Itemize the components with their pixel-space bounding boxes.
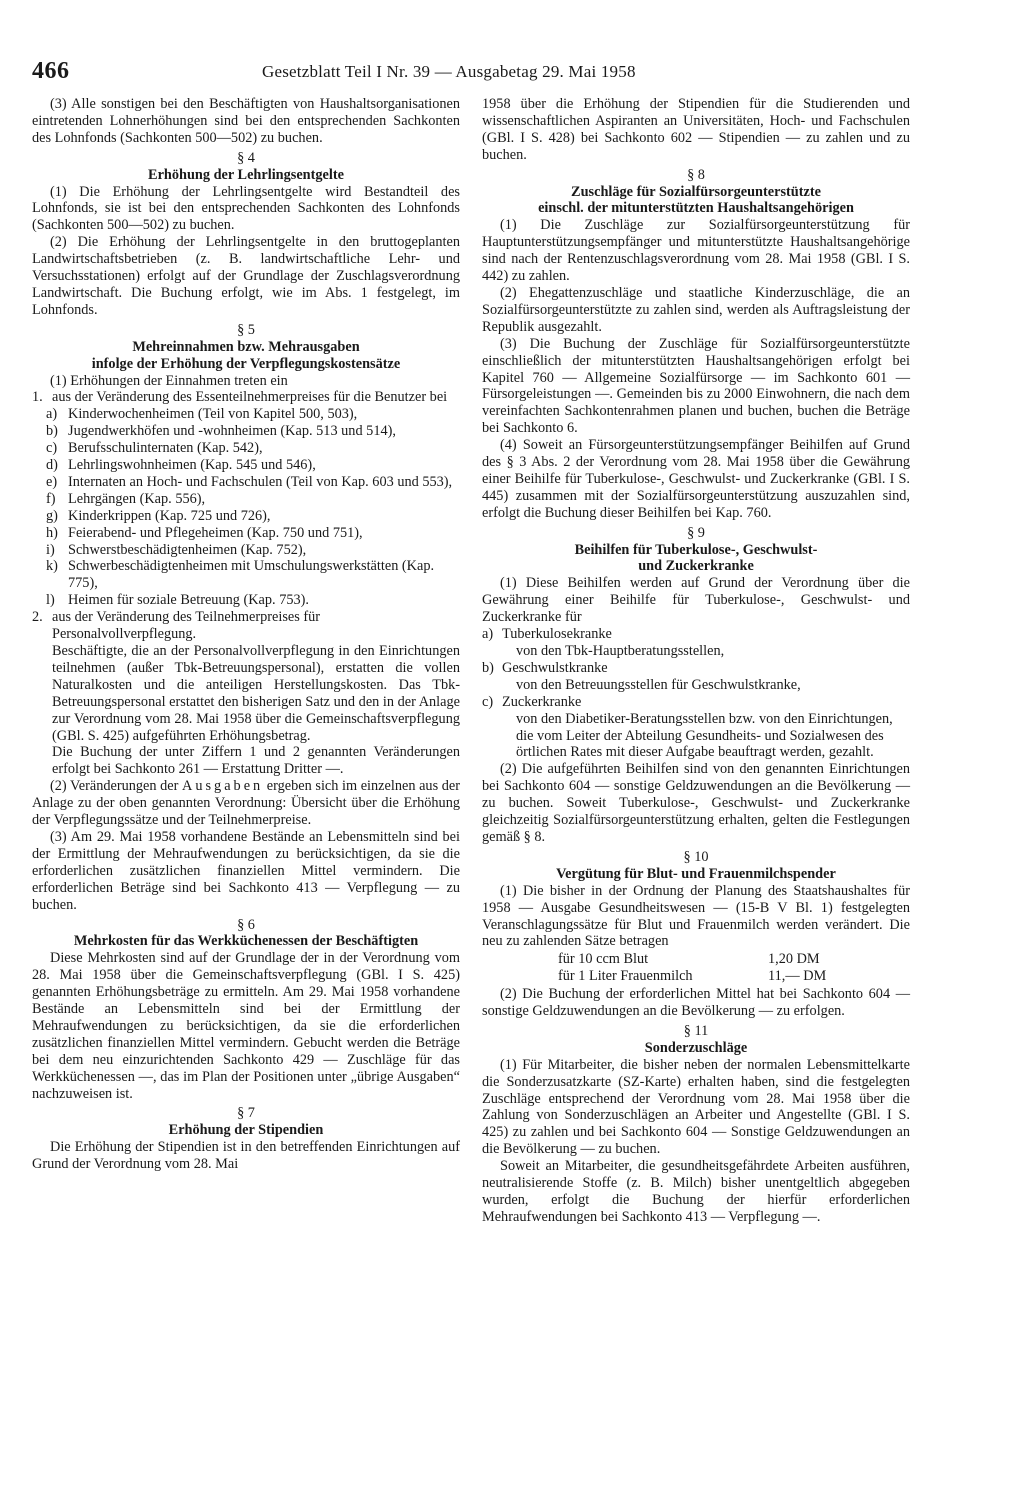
item-text: Kinderwochenheimen (Teil von Kapitel 500, 503), [68,406,358,423]
item-label: g) [46,507,58,524]
rate-label: für 1 Liter Frauenmilch [558,968,693,985]
item-label: a) [482,626,494,643]
list-item [482,694,910,711]
item-text: Lehrlingswohnheimen (Kap. 545 und 546), [68,457,316,474]
item-text: Tuberkulosekranke [502,626,612,643]
item-label: l) [46,592,55,609]
header-title: Gesetzblatt Teil I Nr. 39 — Ausgabetag 29. Mai 1958 [262,62,636,81]
item-label: c) [46,440,58,457]
paragraph: (3) Am 29. Mai 1958 vorhandene Bestände an Lebensmitteln sind bei der Ermittlung der Mehraufwendungen zu berücksichtigen, da sie die erforderlichen zusätzlichen finanziellen Mittel vermindern. Die erforderlichen Beträge sind bei Sachkonto 413 — Verpflegung — zu buchen. [32,828,460,913]
paragraph: (1) Die Erhöhung der Lehrlingsentgelte wird Bestandteil des Lohnfonds, sie ist bei den entsprechenden Sachkonten des Lohnfonds (Sachkonten 500—502) zu buchen. [32,183,460,234]
paragraph: (2) Ehegattenzuschläge und staatliche Kinderzuschläge, die an Sozialfürsorgeunterstützte zu zahlen sind, werden als Auftragsleistung der Republik ausgezahlt. [482,284,910,335]
section-number: § 10 [683,848,709,865]
left-column [32,96,460,1173]
section-number: § 7 [237,1105,255,1122]
item-label: d) [46,457,58,474]
rate-value: 11,— DM [768,968,827,985]
section-title-line2: und Zuckerkranke [638,558,754,575]
text-run: (2) Veränderungen der [50,778,183,795]
paragraph: (3) Alle sonstigen bei den Beschäftigten von Haushaltsorganisationen eintretenden Lohnerhöhungen sind bei den entsprechenden Sachkonten des Lohnfonds (Sachkonten 500—502) zu buchen. [32,96,460,146]
paragraph: (2) Die aufgeführten Beihilfen sind von den genannten Einrichtungen bei Sachkonto 604 — sonstige Geldzuwendungen an die Bevölkerung — zu buchen. Soweit Tuberkulose-, Geschwulst- und Zuckerkranke gleichzeitig Sozialfürsorgeunterstützung erhalten, gelten die Festlegungen gemäß § 8. [482,761,910,845]
item-text: Jugendwerkhöfen und -wohnheimen (Kap. 513 und 514), [68,423,396,440]
item-text: Heimen für soziale Betreuung (Kap. 753). [68,592,309,609]
sub-list-item [32,474,460,491]
right-column [482,96,910,1226]
paragraph: (4) Soweit an Fürsorgeunterstützungsempfänger Beihilfen auf Grund des § 3 Abs. 2 der Verordnung vom 28. Mai 1958 über die Gewährung einer Beihilfe für Tuberkulose-, Geschwulst- und Zuckerkranke (GBl. I S. 445) zusammen mit der Sozialfürsorgeunterstützung auszuzahlen sind, erfolgt die Buchung dieser Beihilfen bei Kap. 760. [482,437,910,521]
paragraph: (3) Die Buchung der Zuschläge für Sozialfürsorgeunterstützte einschließlich der mitunterstützten Haushaltsangehörigen erfolgt bei Kapitel 760 — Allgemeine Sozialfürsorge — im Sachkonto 601 — Fürsorgeleistungen —. Gemeinden bis zu 2000 Einwohnern, die nach dem vereinfachten Sachkontenrahmen planen und buchen, buchen die Beträge bei Sachkonto 6. [482,335,910,437]
list-item [482,660,910,677]
rate-value: 1,20 DM [768,951,820,968]
paragraph: (2) Die Buchung der erforderlichen Mittel hat bei Sachkonto 604 — sonstige Geldzuwendungen an die Bevölkerung — zu erfolgen. [482,986,910,1020]
item-text: aus der Veränderung des Teilnehmerpreises für Personalvollverpflegung. [52,609,321,643]
sub-list-item [32,558,460,592]
item-label: f) [46,490,56,507]
spaced-emphasis: Ausgaben [182,778,264,795]
rate-label: für 10 ccm Blut [558,951,649,968]
paragraph: Die Erhöhung der Stipendien ist in den betreffenden Einrichtungen auf Grund der Verordnung vom 28. Mai [32,1139,460,1173]
section-title: Erhöhung der Lehrlingsentgelte [148,166,344,183]
section-title: Mehreinnahmen bzw. Mehrausgaben [132,338,360,355]
item-label: k) [46,558,58,575]
section-number: § 8 [687,166,705,183]
item-continuation: von den Betreuungsstellen für Geschwulstkranke, [516,676,801,693]
item-label: 2. [32,609,43,626]
list-item [32,609,460,643]
item-text: Schwerstbeschädigtenheimen (Kap. 752), [68,541,307,558]
section-number: § 11 [683,1022,709,1039]
page-number: 466 [32,58,70,84]
rate-row [558,951,910,968]
sub-list-item [32,491,460,508]
item-label: i) [46,541,55,558]
list-item [482,626,910,643]
paragraph: Soweit an Mitarbeiter, die gesundheitsgefährdete Arbeiten ausführen, neutralisierende Stoffe (z. B. Milch) bisher unentgeltlich abgegeben wurden, erfolgt die Buchung der hierfür erforderlichen Mehraufwendungen bei Sachkonto 413 — Verpflegung —. [482,1158,910,1225]
item-label: b) [482,659,494,676]
sub-list-item [32,592,460,609]
sub-list-item [32,406,460,423]
section-number: § 4 [237,149,255,166]
item-label: h) [46,524,58,541]
section-title: Beihilfen für Tuberkulose-, Geschwulst- [574,541,818,558]
section-title: Sonderzuschläge [644,1039,748,1056]
item-label: b) [46,423,58,440]
paragraph: (1) Die Zuschläge zur Sozialfürsorgeunterstützung für Hauptunterstützungsempfänger und mitunterstützte Haushaltsangehörige sind nach der Rentenzuschlagsverordnung vom 28. Mai 1958 (GBl. I S. 442) zu zahlen. [482,217,910,285]
section-number: § 5 [237,321,255,338]
paragraph: (1) Erhöhungen der Einnahmen treten ein [50,372,288,389]
text-run: ergeben sich im einzelnen aus der Anlage zu der oben genannten Verordnung: Übersicht über die Erhöhung der Verpflegungssätze und der Teilnehmerpreise. [32,778,460,829]
paragraph: Diese Mehrkosten sind auf der Grundlage der in der Verordnung vom 28. Mai 1958 über die Gemeinschaftsverpflegung (GBl. I S. 425) genannten Erhöhungsbeträge zu ermitteln. Am 29. Mai 1958 vorhandene Bestände an Lebensmitteln sind bei der Ermittlung der Mehraufwendungen zu berücksichtigen, da sie die erforderlichen zusätzlichen finanziellen Mittel vermindern. Gebucht werden die Beträge bei dem neu einzurichtenden Sachkonto 429 — Zuschläge für das Werkküchenessen —, das im Plan der Positionen unter „übrige Ausgaben“ nachzuweisen ist. [32,950,460,1102]
item-label: c) [482,693,494,710]
paragraph: (1) Die bisher in der Ordnung der Planung des Staatshaushaltes für 1958 — Ausgabe Gesundheitswesen — (15-B V Bl. 1) festgelegten Veranschlagungssätze für Blut und Frauenmilch werden verändert. Die neu zu zahlenden Sätze betragen [482,882,910,950]
item-text: Geschwulstkranke [502,659,608,676]
rate-row [558,968,910,985]
paragraph: (1) Diese Beihilfen werden auf Grund der Verordnung über die Gewährung einer Beihilfe für Tuberkulose-, Geschwulst- und Zuckerkranke für [482,575,910,626]
section-title: Zuschläge für Sozialfürsorgeunterstützte [571,183,821,200]
paragraph [32,778,460,829]
paragraph: (1) Für Mitarbeiter, die bisher neben der normalen Lebensmittelkarte die Sonderzusatzkarte (SZ-Karte) erhalten haben, sind die festgelegten Zuschläge entsprechend der Verordnung vom 28. Mai 1958 über die Zahlung von Sonderzuschlägen an Arbeiter und Angestellte (GBl. I S. 425) zu zahlen und bei Sachkonto 604 — Sonstige Geldzuwendungen an die Bevölkerung — zu buchen. [482,1056,910,1158]
item-text: Berufsschulinternaten (Kap. 542), [68,440,263,457]
sub-list-item [32,525,460,542]
item-text: Kinderkrippen (Kap. 725 und 726), [68,507,271,524]
item-continuation: von den Tbk-Hauptberatungsstellen, [516,643,725,659]
sub-list-item [32,508,460,525]
page-header [32,58,992,92]
item-label: a) [46,406,58,423]
section-title: Vergütung für Blut- und Frauenmilchspender [556,865,836,882]
sub-list-item [32,457,460,474]
item-text: Schwerbeschädigtenheimen mit Umschulungswerkstätten (Kap. 775), [68,558,435,592]
item-text: Zuckerkranke [502,693,582,710]
item-continuation: Beschäftigte, die an der Personalvollverpflegung in den Einrichtungen teilnehmen (außer Tbk-Betreuungspersonal), erstatten die vollen Naturalkosten und die anteiligen Herstellungskosten. Das Tbk-Betreuungspersonal erstattet den bisherigen Satz und den in der Anlage zur Verordnung vom 28. Mai 1958 über die Gemeinschaftsverpflegung (GBl. S. 425) aufgeführten Erhöhungsbetrag. [52,643,460,744]
item-continuation: von den Diabetiker-Beratungsstellen bzw. von den Einrichtungen, die vom Leiter der Abteilung Gesundheits- und Sozialwesen des örtlichen Rates mit dieser Aufgabe beauftragt werden, gezahlt. [516,710,893,761]
sub-list-item [32,440,460,457]
section-title-line2: einschl. der mitunterstützten Haushaltsangehörigen [538,200,854,217]
section-number: § 9 [687,524,705,541]
paragraph: 1958 über die Erhöhung der Stipendien für die Studierenden und wissenschaftlichen Aspiranten an Universitäten, Hoch- und Fachschulen (GBl. I S. 428) bei Sachkonto 602 — Stipendien — zu zahlen und zu buchen. [482,96,910,163]
paragraph: (2) Die Erhöhung der Lehrlingsentgelte in den bruttogeplanten Landwirtschaftsbetrieben (z. B. landwirtschaftliche Lehr- und Versuchsstationen) erfolgt auf der Grundlage der Zuschlagsverordnung Landwirtschaft. Die Buchung erfolgt, wie im Abs. 1 festgelegt, im Lohnfonds. [32,234,460,318]
item-continuation: Die Buchung der unter Ziffern 1 und 2 genannten Veränderungen erfolgt bei Sachkonto 261 — Erstattung Dritter —. [52,744,460,778]
section-title: Erhöhung der Stipendien [168,1122,324,1139]
item-text: Feierabend- und Pflegeheimen (Kap. 750 und 751), [68,524,363,541]
item-text: aus der Veränderung des Essenteilnehmerpreises für die Benutzer bei [52,389,448,406]
item-label: 1. [32,389,43,406]
sub-list-item [32,423,460,440]
list-item [32,389,460,406]
section-title-line2: infolge der Erhöhung der Verpflegungskostensätze [91,355,401,372]
item-text: Internaten an Hoch- und Fachschulen (Teil von Kap. 603 und 553), [68,473,453,490]
item-label: e) [46,473,58,490]
section-title: Mehrkosten für das Werkküchenessen der Beschäftigten [73,933,419,950]
rates-table [558,951,910,985]
item-text: Lehrgängen (Kap. 556), [68,490,206,507]
sub-list-item [32,542,460,559]
section-number: § 6 [237,916,255,933]
